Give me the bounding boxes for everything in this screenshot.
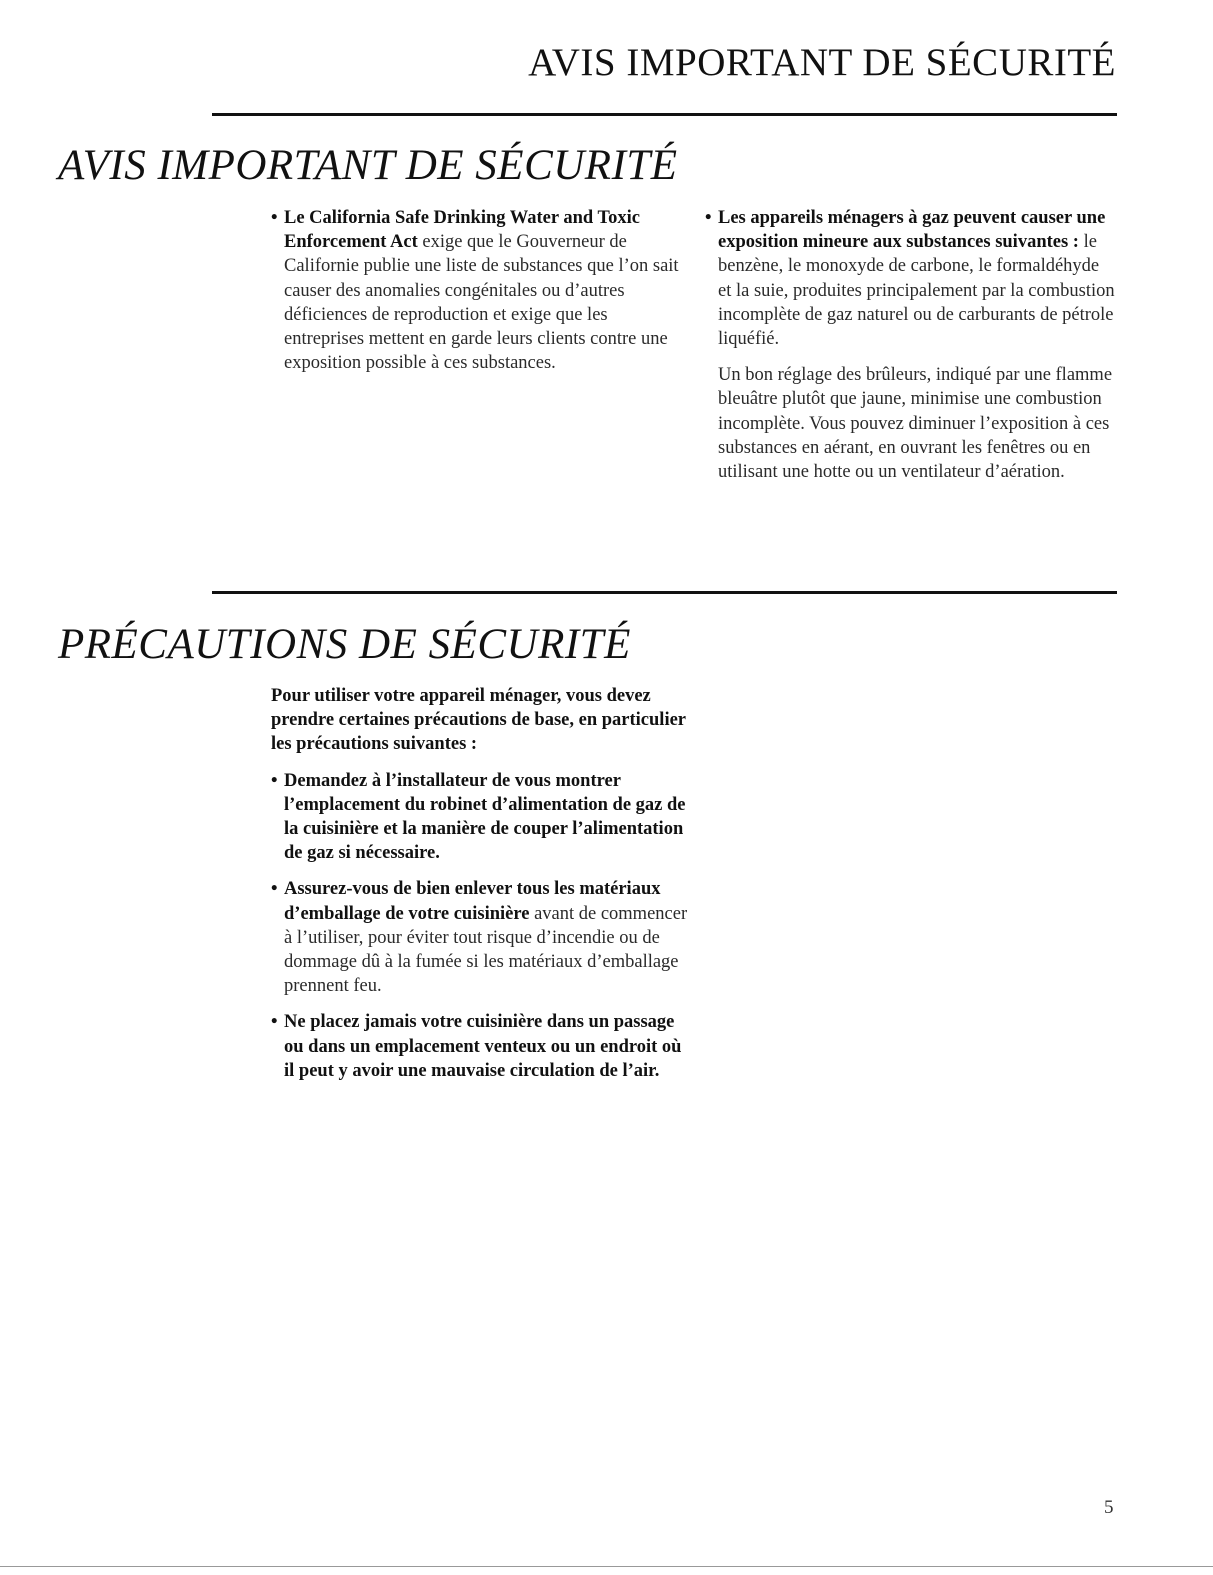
avis-left-column: [271, 206, 691, 375]
avis-left-bullet: [271, 206, 691, 375]
bullet-dot: •: [271, 770, 278, 791]
bottom-edge-line: [0, 1566, 1213, 1567]
section-divider: [212, 591, 1117, 594]
bullet-2-bold: Assurez-vous de bien enlever tous les matériaux d’emballage de votre cuisinière: [284, 879, 661, 924]
bullet-dot: •: [271, 1012, 278, 1033]
avis-right-bold: Les appareils ménagers à gaz peuvent causer une exposition mineure aux substances suivantes :: [718, 208, 1106, 253]
bullet-dot: •: [271, 879, 278, 900]
bullet-dot: •: [705, 208, 712, 228]
bullet-1-bold: Demandez à l’installateur de vous montrer l’emplacement du robinet d’alimentation de gaz de la cuisinière et la manière de couper l’alimentation de gaz si nécessaire.: [284, 770, 686, 864]
precautions-bullet-2: [271, 877, 691, 998]
section-title-precautions: PRÉCAUTIONS DE SÉCURITÉ: [58, 621, 631, 668]
precautions-column: [271, 684, 691, 1083]
precautions-intro: Pour utiliser votre appareil ménager, vous devez prendre certaines précautions de base, en particulier les précautions suivantes :: [271, 686, 686, 755]
avis-right-paragraph: Un bon réglage des brûleurs, indiqué par une flamme bleuâtre plutôt que jaune, minimise une combustion incomplète. Vous pouvez diminuer l’exposition à ces substances en aérant, en ouvrant les fenêtres ou en utilisant une hotte ou un ventilateur d’aération.: [718, 365, 1113, 483]
precautions-bullet-1: [271, 769, 691, 866]
page-number: 5: [1104, 1497, 1114, 1518]
avis-right-text: le benzène, le monoxyde de carbone, le formaldéhyde et la suie, produites principalement par la combustion incomplète de gaz naturel ou de carburants de pétrole liquéfié.: [718, 232, 1115, 350]
bullet-2-text: avant de commencer à l’utiliser, pour éviter tout risque d’incendie ou de dommage dû à la fumée si les matériaux d’emballage prennent feu.: [284, 903, 688, 997]
bullet-dot: •: [271, 208, 278, 228]
avis-left-text: exige que le Gouverneur de Californie publie une liste de substances que l’on sait causer des anomalies congénitales ou d’autres déficiences de reproduction et exige que les entreprises mettent en garde leurs clients contre une exposition possible à ces substances.: [284, 232, 679, 374]
bullet-3-bold: Ne placez jamais votre cuisinière dans un passage ou dans un emplacement venteux ou un endroit où il peut y avoir une mauvaise circulation de l’air.: [284, 1012, 682, 1081]
avis-left-bold: Le California Safe Drinking Water and Toxic Enforcement Act: [284, 208, 640, 253]
avis-right-bullet: [705, 206, 1115, 351]
avis-right-column: [705, 206, 1115, 484]
page-header-title: AVIS IMPORTANT DE SÉCURITÉ: [528, 41, 1116, 84]
section-title-avis: AVIS IMPORTANT DE SÉCURITÉ: [58, 142, 678, 189]
header-divider: [212, 113, 1117, 116]
precautions-bullet-3: [271, 1010, 691, 1083]
